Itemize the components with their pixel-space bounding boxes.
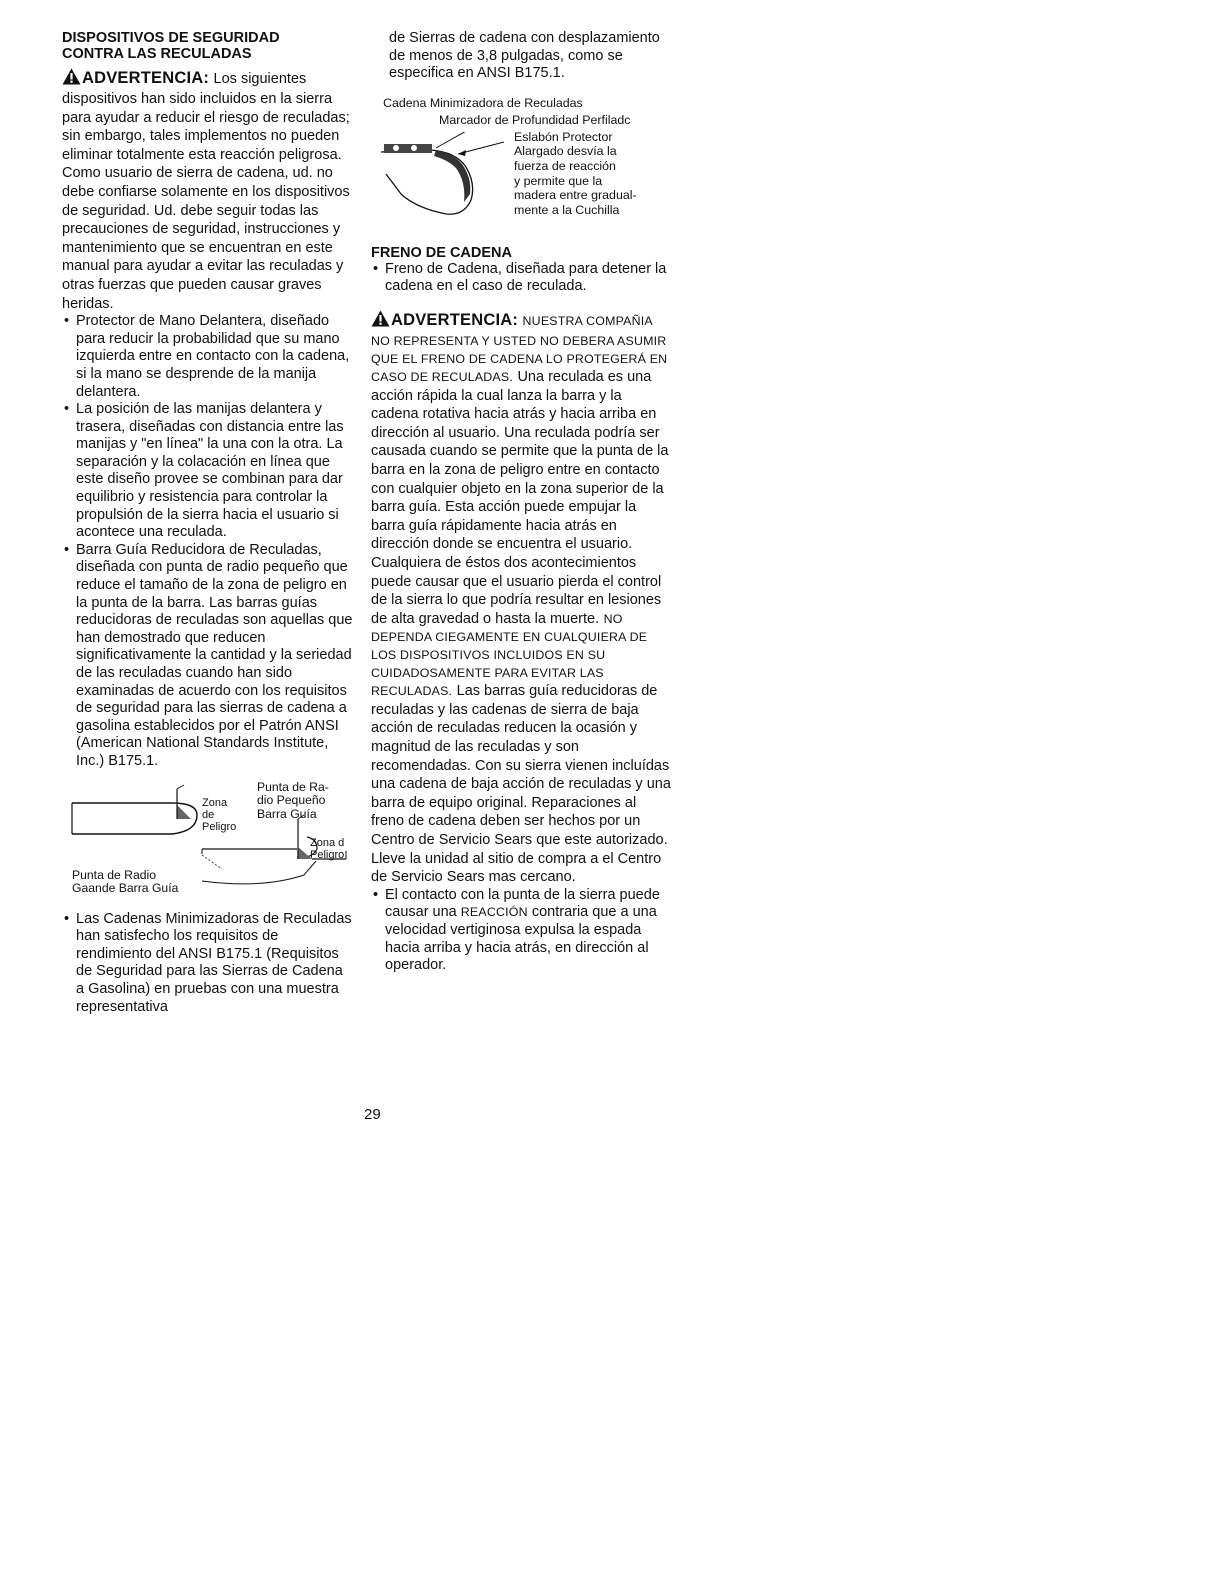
section-title [62,30,354,62]
warning-label: ADVERTENCIA: [391,310,519,329]
warning-heading [62,68,354,313]
large-tip-label [72,869,178,896]
brake-list [371,261,671,296]
guard-link-label-line: madera entre gradual- [514,188,637,203]
warning-caps-text-2: NO DEPENDA CIEGAMENTE EN CUALQUIERA DE LOS DISPOSITIVOS INCLUIDOS EN SU CUIDADOSAMENTE PARA EVITAR LAS RECULADAS. [371,611,648,699]
list-item: • La posición de las manijas delantera y trasera, diseñadas con distancia entre las manijas y "en línea" la una con la otra. La separación y la colacación en línea que este diseño provee se combinan para dar equilibrio y resistencia para controlar la propulsión de la sierra hacia el usuario si acontece una reculada. [62,401,354,542]
contact-text-end: contraria que a una velocidad vertiginosa expulsa la espada hacia arriba y hacia atrás, en dirección al operador. [385,904,657,974]
section-title-line-1: DISPOSITIVOS DE SEGURIDAD [62,30,280,46]
guard-link-label-line: y permite que la [514,173,603,188]
guard-link-label-line: Alargado desvía la [514,144,617,159]
page-number: 29 [364,1106,381,1123]
warning-caps-text: NUESTRA COMPAÑIA NO REPRESENTA Y USTED NO DEBERA ASUMIR QUE EL FRENO DE CADENA LO PROTEGERÁ EN CASO DE RECULADAS. [371,313,668,384]
small-tip-label [257,781,329,822]
chain-illustration [376,132,516,242]
danger-zone-label-2-line: Peligro [310,848,345,861]
depth-gauge-label: Marcador de Profundidad Perfiladc [439,112,631,127]
warning-text: Una reculada es una acción rápida la cual lanza la barra y la cadena rotativa hacia atrás y hacia arriba en dirección al usuario. Una reculada podría ser causada cuando se permite que la punta de la barra en la zona de peligro entre en contacto con cualquier objeto en la zona superior de la barra guía. Esta acción puede empujar la barra guía rápidamente hacia atrás en dirección donde se encuentra el usuario. Cualquiera de éstos dos acontecimientos puede causar que el usuario pierda el control de la sierra lo que podría resultar en lesiones de alta gravedad o hasta la muerte. [371,368,669,627]
guard-link-label-line: mente a la Cuchilla [514,202,620,217]
small-tip-label-line: Barra Guía [257,806,317,821]
guard-link-label-line: Eslabón Protector [514,129,613,144]
chain-figure [371,97,671,235]
right-column [371,30,671,975]
chain-list [62,911,354,1017]
warning-label: ADVERTENCIA: [82,69,210,87]
safety-device-list [62,313,354,770]
warning-text: Los siguientes dispositivos han sido incluidos en la sierra para ayudar a reducir el riesgo de reculadas; sin embargo, tales implementos no pueden eliminar totalmente esta reacción peligrosa. Como usuario de sierra de cadena, ud. no debe confiarse solamente en los dispositivos de seguridad. Ud. debe seguir todas las precauciones de seguridad, instrucciones y mantenimiento que se encuentran en este manual para ayudar a evitar las reculadas y otras fuerzas que pueden causar graves heridas. [62,71,350,312]
warning-heading-2 [371,310,671,887]
list-item: • Freno de Cadena, diseñada para detener la cadena en el caso de reculada. [371,261,671,296]
warning-triangle-icon [62,68,81,90]
guard-link-label-line: fuerza de reacción [514,158,616,173]
warning-text-2: Las barras guía reducidoras de reculadas y las cadenas de sierra de baja acción de reculadas reducen la ocasión y magnitud de las reculadas y son recomendadas. Con su sierra vienen incluídas una cadena de baja acción de reculadas y una barra de equipo original. Reparaciones al freno de cadena deben ser hechos por un Centro de Servicio Sears que este autorizado. Lleve la unidad al sitio de compra a el Centro de Servicio Sears mas cercano. [371,683,671,886]
guard-link-label [514,130,637,218]
chain-figure-caption: Cadena Minimizadora de Reculadas [383,95,583,110]
warning-triangle-icon [371,310,390,332]
list-item: • Barra Guía Reducidora de Reculadas, diseñada con punta de radio pequeño que reduce el tamaño de la zona de peligro en la punta de la barra. Las barras guías reducidoras de reculadas son aquellas que han demostrado que reducen significativamente la cantidad y la seriedad de las reculadas cuando han sido examinadas de acuerdo con los requisitos de seguridad para las sierras de cadena a gasolina establecidos por el Patrón ANSI (American National Standards Institute, Inc.) B175.1. [62,542,354,771]
list-item: • Las Cadenas Minimizadoras de Reculadas han satisfecho los requisitos de rendimiento del ANSI B175.1 (Requisitos de Seguridad para las Sierras de Cadena a Gasolina) en pruebas con una muestra representativa [62,911,354,1017]
large-tip-label-line: Punta de Radio [72,867,157,882]
large-tip-label-line: Gaande Barra Guía [72,881,179,896]
list-item: • Protector de Mano Delantera, diseñado para reducir la probabilidad que su mano izquierda entre en contacto con la cadena, si la mano se desprende de la manija delantera. [62,313,354,401]
small-tip-label-line: Punta de Ra- [257,779,329,794]
danger-zone-label-2 [310,837,344,861]
left-column [62,30,354,1016]
small-tip-label-line: dio Pequeño [257,793,326,808]
contact-caps-text: REACCIÓN [460,905,528,920]
list-item [371,887,671,975]
guide-bar-figure [62,779,354,911]
danger-zone-label-2-line: Zona d [310,836,345,849]
contact-text: El contacto con la punta de la sierra puede causar una [385,886,660,921]
section-title-line-2: CONTRA LAS RECULADAS [62,46,252,62]
continuation-text: de Sierras de cadena con desplazamiento de menos de 3,8 pulgadas, como se especifica en ANSI B175.1. [389,30,660,82]
contact-list [371,887,671,975]
danger-zone-label: Zona de Peligro [202,796,237,833]
chain-brake-heading: FRENO DE CADENA [371,244,512,261]
